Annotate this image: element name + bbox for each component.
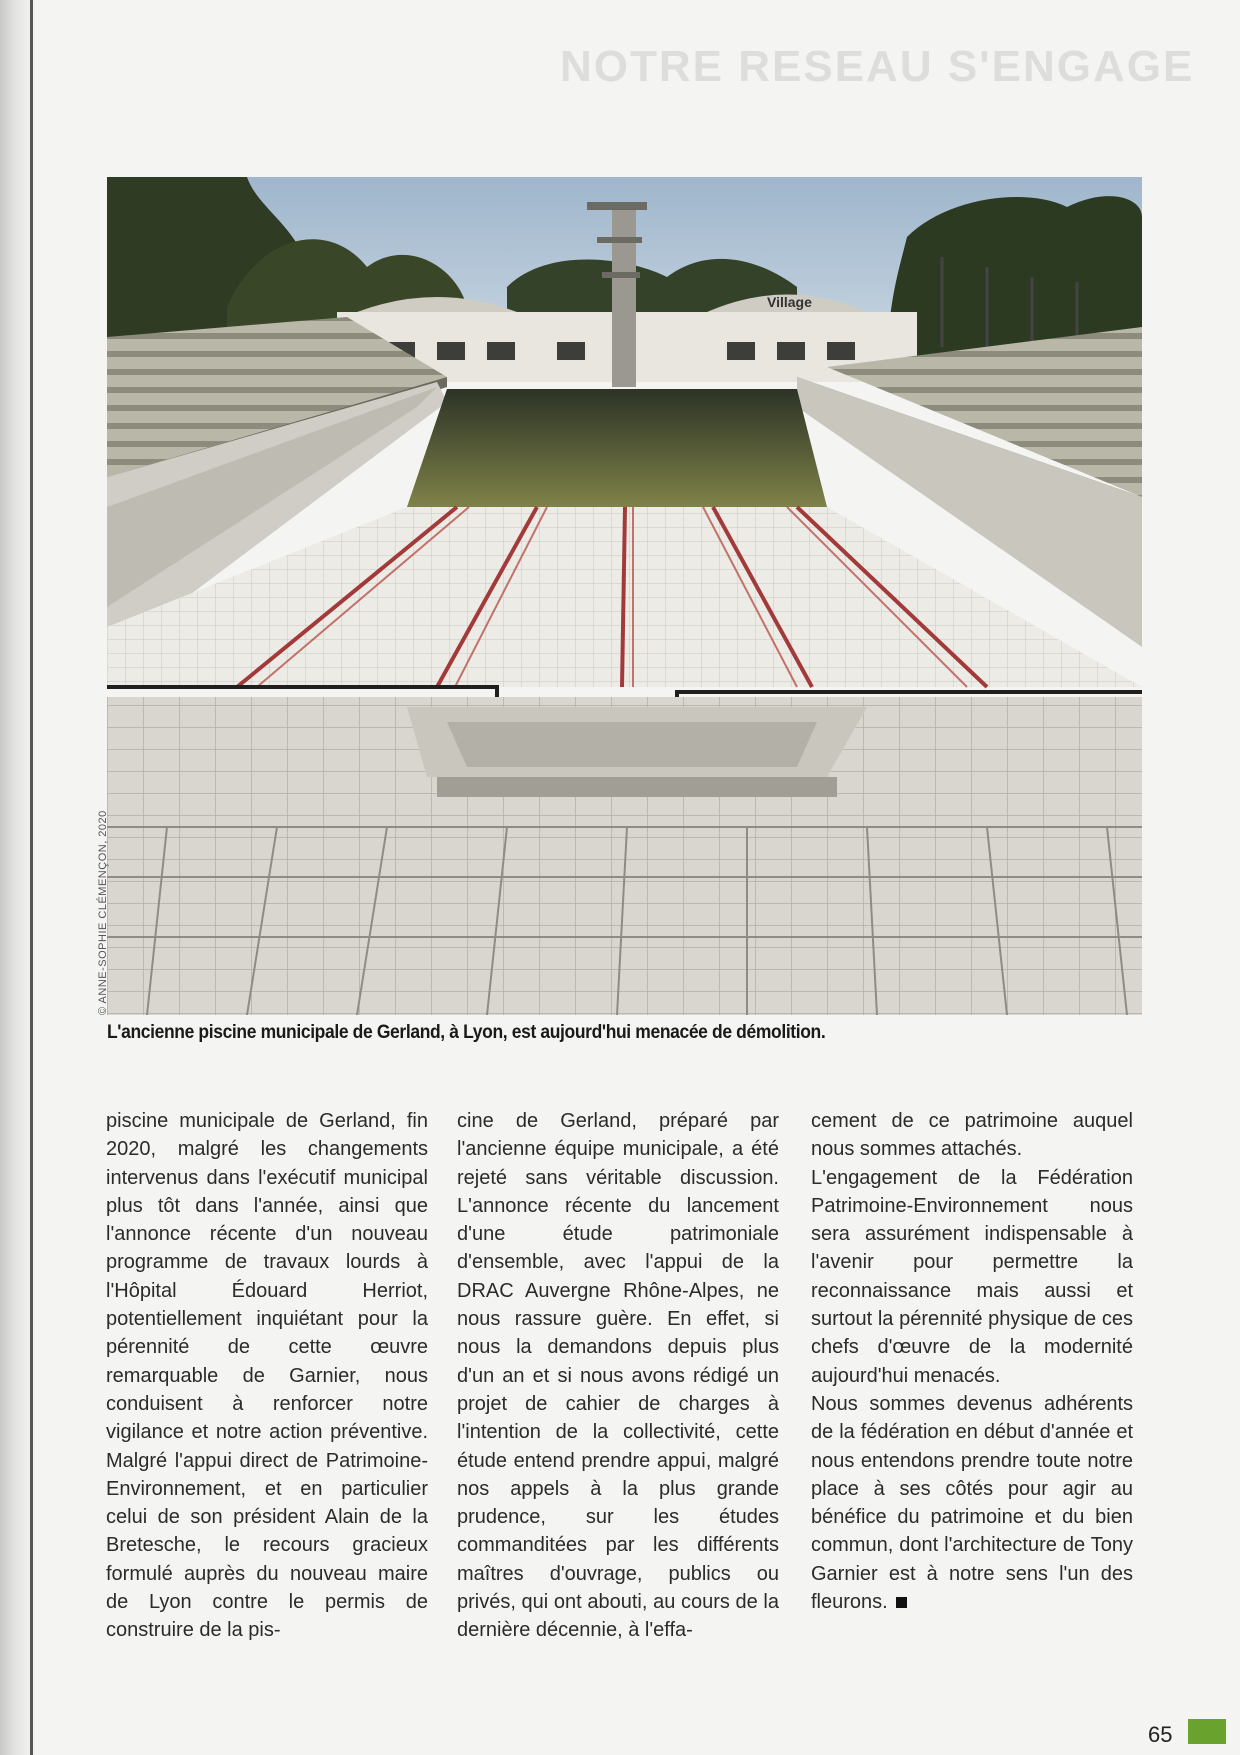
page-color-tab: [1188, 1719, 1226, 1744]
article-paragraph-last: [811, 1390, 1133, 1616]
article-paragraph-text: Nous sommes devenus adhérents de la fédération en début d'année et nous entendons prendre toute notre place à ses côtés pour agir au bénéfice du patrimoine et du bien commun, dont l'architecture de Tony Garnier est à notre sens l'un des fleurons.: [811, 1392, 1133, 1614]
swimming-pool-photo: [107, 177, 1142, 1015]
page-number: 65: [1148, 1722, 1173, 1747]
village-sign: Village: [767, 294, 812, 310]
article-column-1-text: piscine municipale de Gerland, fin 2020, malgré les changements intervenus dans l'exécutif municipal plus tôt dans l'année, ainsi que l'annonce récente d'un nouveau programme de travaux lourds à l'Hôpital Édouard Herriot, potentiellement inquiétant pour la pérennité de cette œuvre remarquable de Garnier, nous conduisent à renforcer notre vigilance et notre action préventive. Malgré l'appui direct de Patrimoine-Environnement, et en particulier celui de son président Alain de la Bretesche, le recours gracieux formulé auprès du nouveau maire de Lyon contre le permis de construire de la pis-: [106, 1110, 428, 1642]
article-column-1: [106, 1107, 428, 1645]
running-head-bleed: NOTRE RESEAU S'ENGAGE: [560, 42, 1195, 90]
page-spine-edge: [30, 0, 33, 1755]
photo-credit-text: © ANNE-SOPHIE CLÉMENÇON, 2020: [97, 810, 109, 1015]
article-column-2: [457, 1107, 779, 1645]
article-paragraph: L'engagement de la Fédération Patrimoine-Environnement nous sera assurément indispensable à l'avenir pour permettre la reconnaissance mais aussi et surtout la pérennité physique de ces chefs d'œuvre de la modernité aujourd'hui menacés.: [811, 1166, 1133, 1387]
article-paragraph: cement de ce patrimoine auquel nous sommes attachés.: [811, 1110, 1133, 1161]
article-column-2-text: cine de Gerland, préparé par l'ancienne équipe municipale, a été rejeté sans véritable discussion. L'annonce récente du lancement d'une étude patrimoniale d'ensemble, avec l'appui de la DRAC Auvergne Rhône-Alpes, ne nous rassure guère. En effet, si nous la demandons depuis plus d'un an et si nous avons rédigé un projet de cahier de charges à l'intention de la collectivité, cette étude entend prendre appui, malgré nos appels à la plus grande prudence, sur les études commanditées par les différents maîtres d'ouvrage, publics ou privés, qui ont abouti, au cours de la dernière décennie, à l'effa-: [457, 1110, 779, 1642]
article-column-3: [811, 1107, 1133, 1616]
end-of-article-square-icon: [896, 1597, 907, 1608]
photo-caption: L'ancienne piscine municipale de Gerland, à Lyon, est aujourd'hui menacée de démolition.: [107, 1022, 826, 1043]
